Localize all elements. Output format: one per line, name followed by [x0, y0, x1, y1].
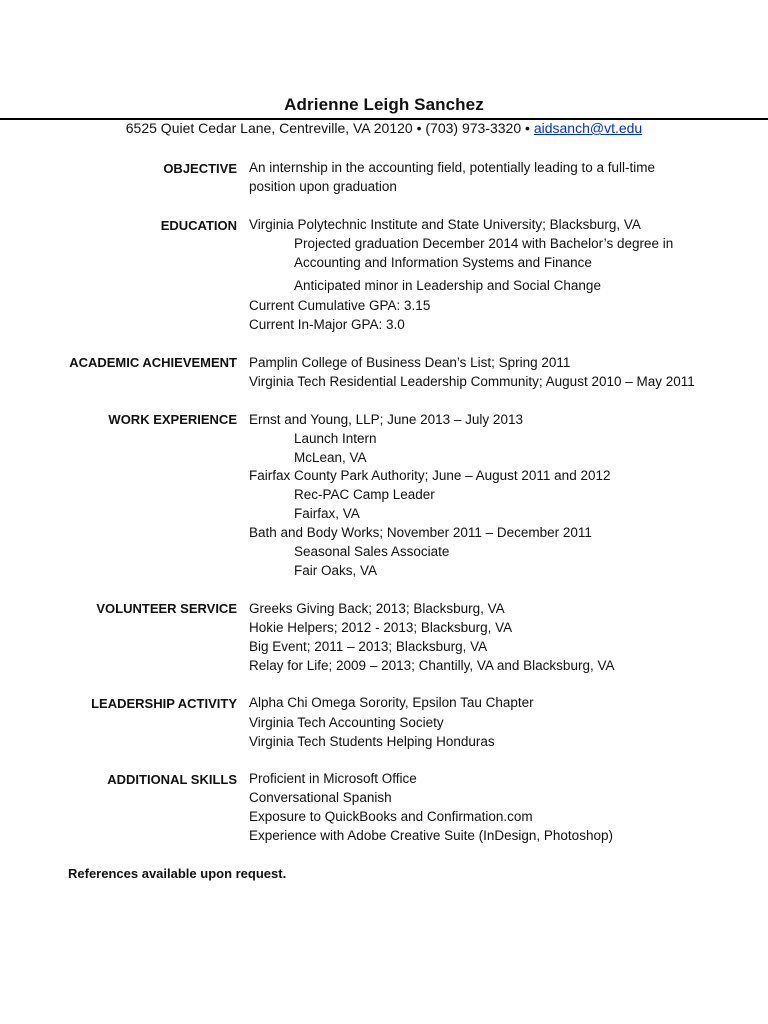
section-label: OBJECTIVE — [163, 161, 237, 176]
objective-line: An internship in the accounting field, potentially leading to a full-time — [249, 160, 655, 175]
address: 6525 Quiet Cedar Lane, Centreville, VA 20120 — [125, 120, 413, 136]
skills-line: Exposure to QuickBooks and Confirmation.com — [249, 809, 533, 824]
volunteer-line: Relay for Life; 2009 – 2013; Chantilly, VA and Blacksburg, VA — [249, 658, 615, 673]
volunteer-line: Hokie Helpers; 2012 - 2013; Blacksburg, VA — [249, 620, 513, 635]
leadership-line: Virginia Tech Accounting Society — [249, 715, 444, 730]
section-label: EDUCATION — [160, 218, 237, 233]
volunteer-line: Big Event; 2011 – 2013; Blacksburg, VA — [249, 639, 488, 654]
education-line: Current Cumulative GPA: 3.15 — [249, 298, 431, 313]
separator: • — [416, 120, 422, 136]
leadership-line: Alpha Chi Omega Sorority, Epsilon Tau Chapter — [249, 695, 534, 710]
leadership-line: Virginia Tech Students Helping Honduras — [249, 734, 495, 749]
skills-line: Experience with Adobe Creative Suite (InDesign, Photoshop) — [249, 828, 613, 843]
skills-line: Conversational Spanish — [249, 790, 392, 805]
section-label: WORK EXPERIENCE — [108, 412, 237, 427]
work-line: Ernst and Young, LLP; June 2013 – July 2013 — [249, 412, 523, 427]
section-label: ACADEMIC ACHIEVEMENT — [69, 355, 237, 370]
academic-line: Virginia Tech Residential Leadership Community; August 2010 – May 2011 — [249, 374, 695, 389]
resume-name: Adrienne Leigh Sanchez — [284, 95, 484, 114]
contact-line — [0, 120, 768, 136]
phone: (703) 973-3320 — [425, 120, 522, 136]
work-line: Rec-PAC Camp Leader — [294, 487, 435, 502]
education-line: Anticipated minor in Leadership and Social Change — [294, 278, 601, 293]
education-line: Virginia Polytechnic Institute and State University; Blacksburg, VA — [249, 217, 641, 232]
work-line: Fairfax, VA — [294, 506, 360, 521]
objective-line: position upon graduation — [249, 179, 397, 194]
section-label: LEADERSHIP ACTIVITY — [91, 696, 237, 711]
section-label: ADDITIONAL SKILLS — [107, 772, 237, 787]
email-link[interactable]: aidsanch@vt.edu — [533, 120, 643, 136]
skills-line: Proficient in Microsoft Office — [249, 771, 417, 786]
education-line: Projected graduation December 2014 with Bachelor’s degree in — [294, 236, 674, 251]
academic-line: Pamplin College of Business Dean’s List; Spring 2011 — [249, 355, 571, 370]
volunteer-line: Greeks Giving Back; 2013; Blacksburg, VA — [249, 601, 505, 616]
section-label: VOLUNTEER SERVICE — [96, 601, 237, 616]
work-line: McLean, VA — [294, 450, 367, 465]
education-line: Current In-Major GPA: 3.0 — [249, 317, 405, 332]
work-line: Seasonal Sales Associate — [294, 544, 450, 559]
work-line: Bath and Body Works; November 2011 – December 2011 — [249, 525, 592, 540]
work-line: Fairfax County Park Authority; June – August 2011 and 2012 — [249, 468, 611, 483]
work-line: Fair Oaks, VA — [294, 563, 378, 578]
references-note: References available upon request. — [68, 866, 287, 881]
education-line: Accounting and Information Systems and Finance — [294, 255, 592, 270]
separator: • — [525, 120, 530, 136]
work-line: Launch Intern — [294, 431, 377, 446]
